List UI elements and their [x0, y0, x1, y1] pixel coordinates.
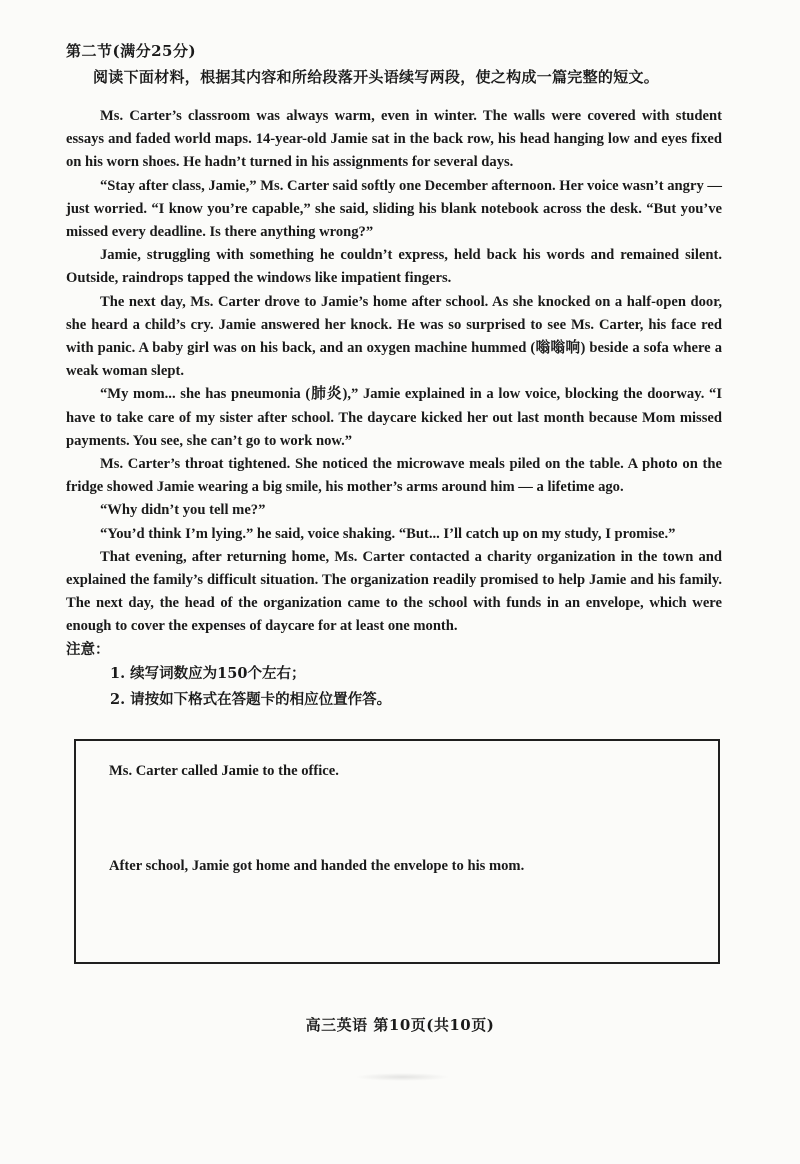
notes-title: 注意： [66, 641, 110, 658]
passage-paragraph: “You’d think I’m lying.” he said, voice shaking. “But... I’ll catch up on my study, I promise.” [100, 525, 676, 542]
paragraph-opening-2: After school, Jamie got home and handed the envelope to his mom. [109, 858, 525, 874]
scan-smudge [355, 1073, 450, 1081]
passage-paragraph: “My mom... she has pneumonia (肺炎),” Jamie explained in a low voice, blocking the doorway. “I have to take care of my sister after school. The daycare kicked her out last month because Mom missed payments. You see, she can’t go to work now.” [66, 386, 722, 449]
note-item-word-count: 1. 续写词数应为150个左右； [110, 665, 306, 682]
section-title: 第二节(满分25分) [66, 42, 197, 60]
passage-paragraph: The next day, Ms. Carter drove to Jamie’s home after school. As she knocked on a half-open door, she heard a child’s cry. Jamie answered her knock. He was so surprised to see Ms. Carter, his face red with panic. A baby girl was on his back, and an oxygen machine hummed (嗡嗡响) beside a sofa where a weak woman slept. [66, 293, 722, 380]
page-footer: 高三英语 第10页(共10页) [305, 1016, 495, 1034]
instruction-text: 阅读下面材料，根据其内容和所给段落开头语续写两段，使之构成一篇完整的短文。 [93, 68, 660, 86]
reading-passage [66, 105, 722, 639]
answer-box[interactable] [74, 739, 720, 964]
passage-paragraph: Ms. Carter’s throat tightened. She noticed the microwave meals piled on the table. A photo on the fridge showed Jamie wearing a big smile, his mother’s arms around him — a lifetime ago. [66, 456, 722, 496]
paragraph-opening-1: Ms. Carter called Jamie to the office. [109, 763, 339, 779]
passage-paragraph: Jamie, struggling with something he couldn’t express, held back his words and remained silent. Outside, raindrops tapped the windows like impatient fingers. [66, 247, 722, 287]
passage-paragraph: Ms. Carter’s classroom was always warm, even in winter. The walls were covered with student essays and faded world maps. 14-year-old Jamie sat in the back row, his head hanging low and eyes fixed on his worn shoes. He hadn’t turned in his assignments for several days. [66, 108, 722, 171]
passage-paragraph: That evening, after returning home, Ms. Carter contacted a charity organization in the town and explained the family’s difficult situation. The organization readily promised to help Jamie and his family. The next day, the head of the organization came to the school with funds in an envelope, which were enough to cover the expenses of daycare for at least one month. [66, 548, 722, 635]
passage-paragraph: “Stay after class, Jamie,” Ms. Carter said softly one December afternoon. Her voice wasn’t angry — just worried. “I know you’re capable,” she said, sliding his blank notebook across the desk. “But you’ve missed every deadline. Is there anything wrong?” [66, 177, 722, 241]
note-item-format: 2. 请按如下格式在答题卡的相应位置作答。 [110, 691, 392, 708]
passage-paragraph: “Why didn’t you tell me?” [100, 502, 266, 519]
